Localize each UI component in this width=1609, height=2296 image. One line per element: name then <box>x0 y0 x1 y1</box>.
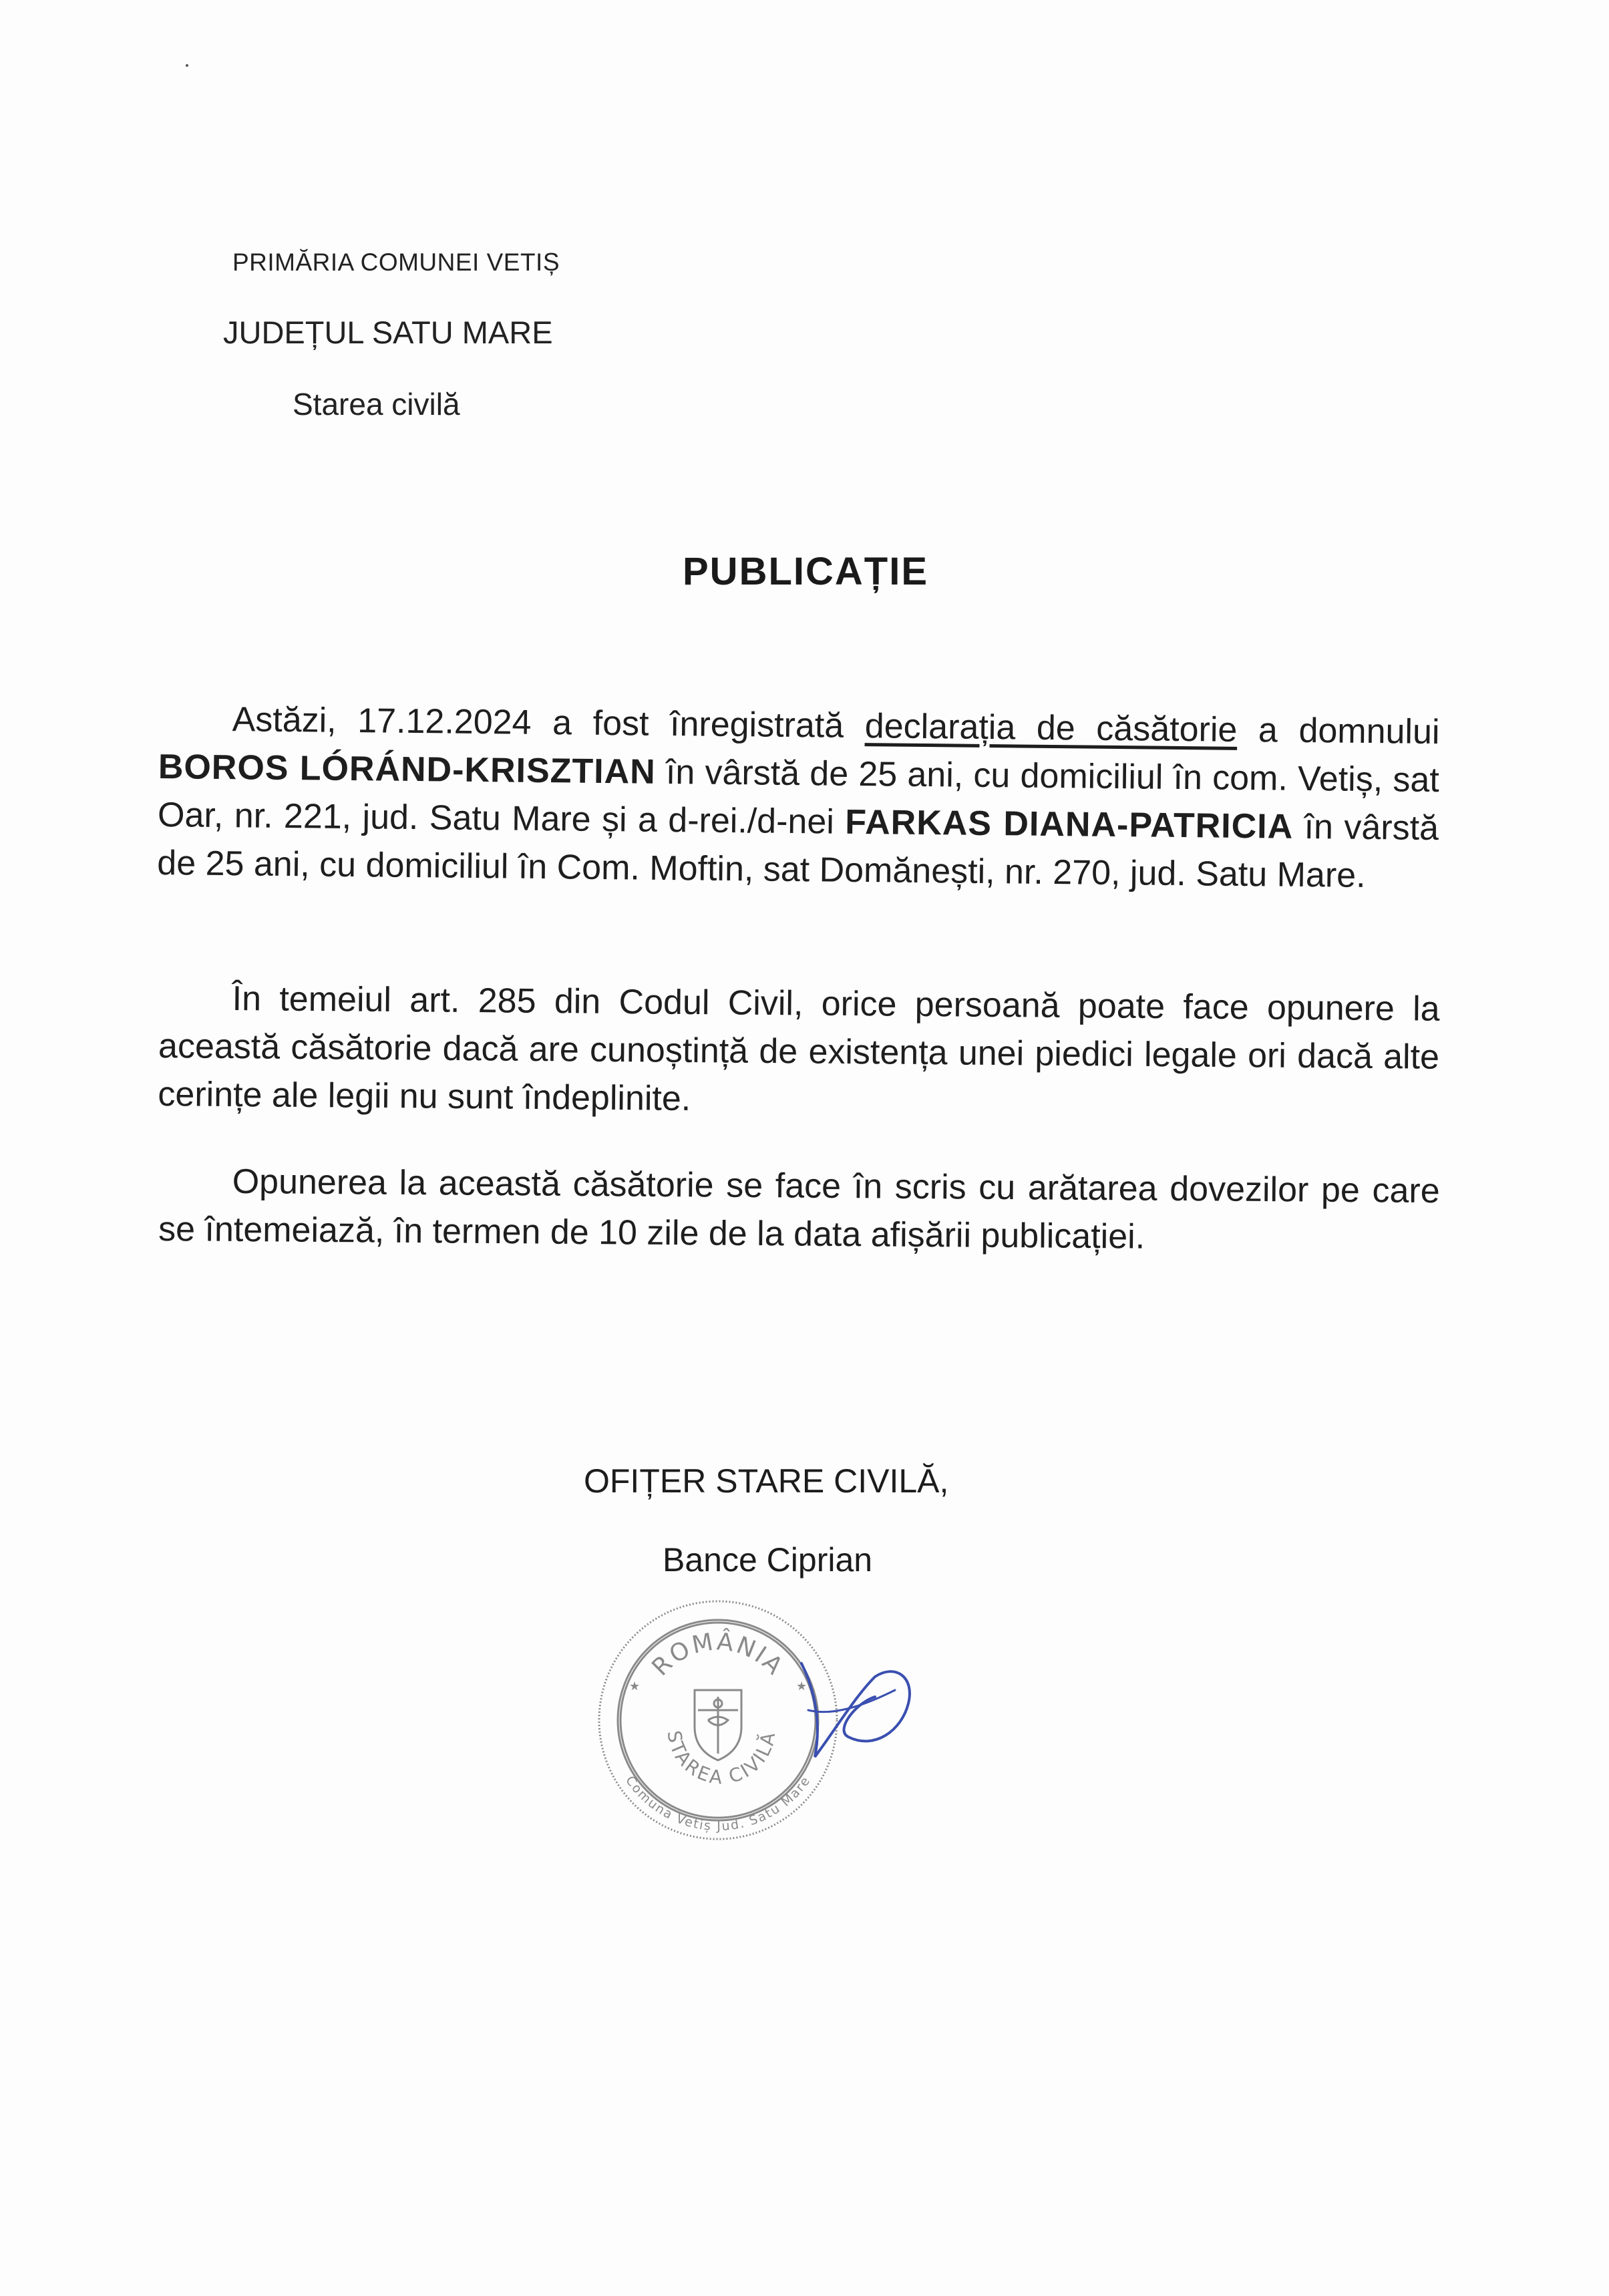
bride-details: în vârstă de 25 ani, cu domiciliul în Com. Moftin, sat Domănești, nr. 270, jud. Satu Mare. <box>157 807 1439 895</box>
declaration-connector-text: a domnului <box>1237 710 1440 752</box>
groom-name: BOROS LÓRÁND-KRISZTIAN <box>158 747 657 792</box>
paragraph-declaration <box>157 695 1440 900</box>
seal-outer-text: Comuna Vetiș Jud. Satu Mare <box>622 1773 814 1834</box>
paragraph-opposition: Opunerea la această căsătorie se face în scris cu arătarea dovezilor pe care se întemeiază, în termen de 10 zile de la data afișării publicației. <box>158 1162 1440 1257</box>
svg-text:★: ★ <box>796 1679 808 1693</box>
document-title: PUBLICAȚIE <box>683 550 928 593</box>
declaration-lead-text: Astăzi, 17.12.2024 a fost înregistrată <box>232 700 866 746</box>
institution-header: PRIMĂRIA COMUNEI VETIȘ <box>232 249 560 276</box>
groom-details: în vârstă de 25 ani, cu domiciliul în com. Vetiș, sat Oar, nr. 221, jud. Satu Mare și a d-rei./d-nei <box>157 752 1440 842</box>
seal-top-text: ROMÂNIA <box>647 1628 789 1681</box>
scan-speck <box>186 64 188 67</box>
declaration-underlined-text: declarația de căsătorie <box>864 707 1238 750</box>
paragraph-legal-basis: În temeiul art. 285 din Codul Civil, orice persoană poate face opunere la această căsătorie dacă are cunoștință de existența unei piedici legale ori dacă alte cerințe ale legii nu sunt îndeplinite. <box>158 979 1440 1118</box>
handwritten-signature <box>795 1650 922 1770</box>
seal-middle-text: STAREA CIVILĂ <box>663 1729 780 1789</box>
officer-role: OFIȚER STARE CIVILĂ, <box>584 1462 949 1500</box>
svg-text:★: ★ <box>629 1679 641 1693</box>
county-header: JUDEȚUL SATU MARE <box>223 315 553 350</box>
department-header: Starea civilă <box>293 387 460 422</box>
officer-name: Bance Ciprian <box>663 1541 873 1579</box>
bride-name: FARKAS DIANA-PATRICIA <box>844 802 1294 846</box>
coat-of-arms-icon <box>695 1690 741 1760</box>
